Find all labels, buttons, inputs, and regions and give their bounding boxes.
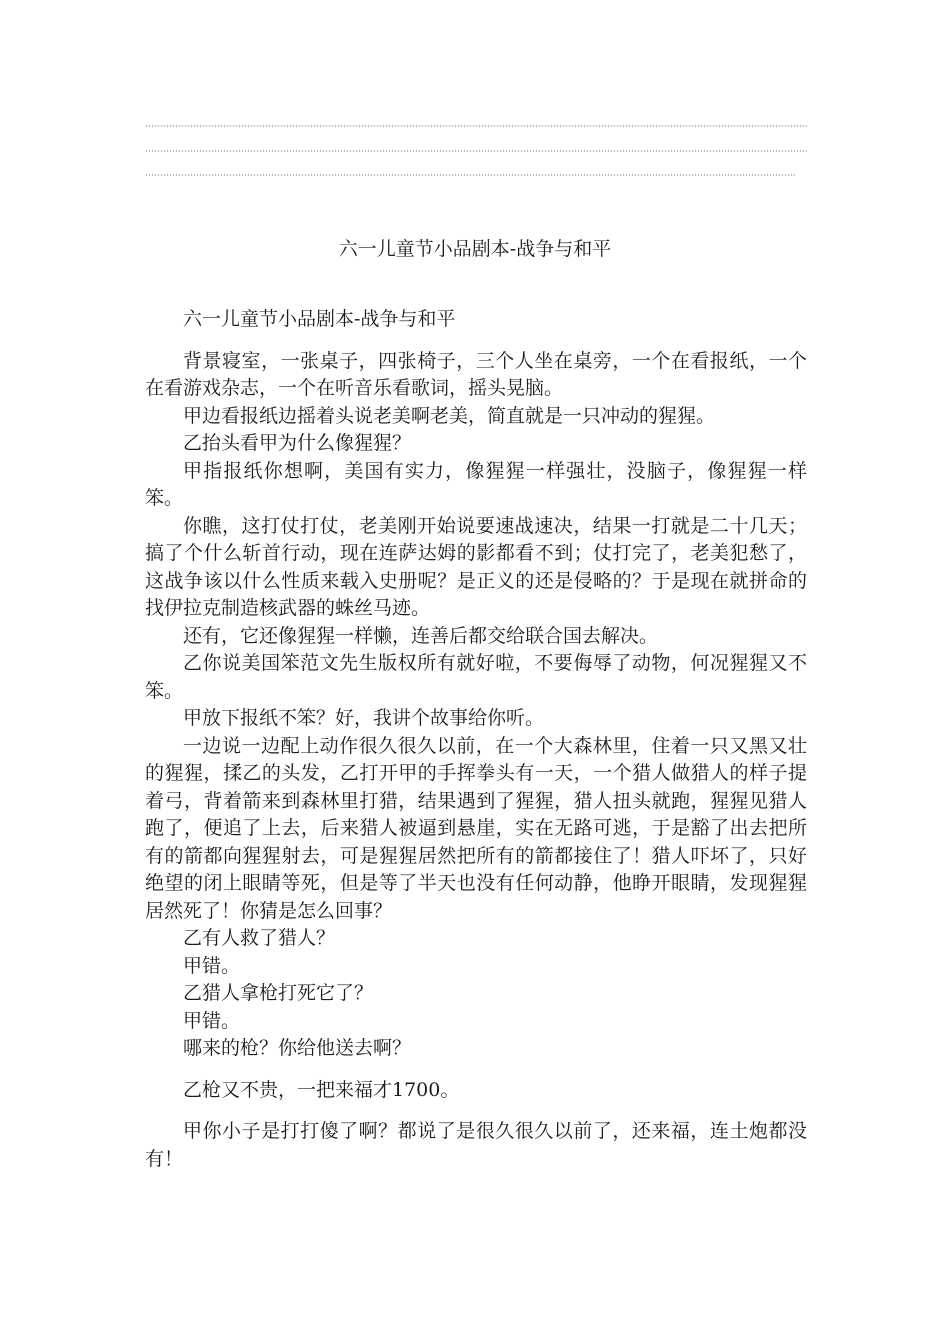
paragraph: 甲放下报纸不笨？好，我讲个故事给你听。 bbox=[183, 707, 545, 729]
paragraph: 乙你说美国笨范文先生版权所有就好啦，不要侮辱了动物，何况猩猩又不笨。 bbox=[145, 652, 807, 702]
paragraph: 甲错。 bbox=[183, 1009, 241, 1032]
paragraph: 还有，它还像猩猩一样懒，连善后都交给联合国去解决。 bbox=[183, 624, 659, 647]
paragraph: 一边说一边配上动作很久很久以前，在一个大森林里，住着一只又黑又壮的猩猩，揉乙的头发，乙打开甲的手挥拳头有一天，一个猎人做猎人的样子提着弓，背着箭来到森林里打猎，结果遇到了猩猩，猎人扭头就跑，猩猩见猎人跑了，便追了上去，后来猎人被逼到悬崖，实在无路可逃，于是豁了出去把所有的箭都向猩猩射去，可是猩猩居然把所有的箭都接住了！猎人吓坏了，只好绝望的闭上眼睛等死，但是等了半天也没有任何动静，他睁开眼睛，发现猩猩居然死了！你猜是怎么回事？ bbox=[145, 734, 807, 922]
header-dotted-rule-1 bbox=[145, 125, 807, 127]
paragraph: 甲边看报纸边摇着头说老美啊老美，简直就是一只冲动的猩猩。 bbox=[183, 404, 716, 427]
paragraph: 甲指报纸你想啊，美国有实力，像猩猩一样强壮，没脑子，像猩猩一样笨。 bbox=[145, 459, 807, 509]
header-dotted-rule-2 bbox=[145, 150, 807, 152]
paragraph: 甲你小子是打打傻了啊？都说了是很久很久以前了，还来福，连土炮都没有！ bbox=[145, 1120, 807, 1170]
document-title: 六一儿童节小品剧本-战争与和平 bbox=[338, 238, 612, 260]
paragraph: 乙猎人拿枪打死它了？ bbox=[183, 982, 374, 1004]
paragraph: 乙枪又不贵，一把来福才1700。 bbox=[183, 1078, 460, 1101]
paragraph: 你瞧，这打仗打仗，老美刚开始说要速战速决，结果一打就是二十几天；搞了个什么斩首行动，现在连萨达姆的影都看不到；仗打完了，老美犯愁了，这战争该以什么性质来载入史册呢？是正义的还是侵略的？于是现在就拼命的找伊拉克制造核武器的蛛丝马迹。 bbox=[145, 514, 807, 619]
paragraph: 乙抬头看甲为什么像猩猩？ bbox=[183, 432, 412, 454]
paragraph: 甲错。 bbox=[183, 954, 241, 977]
paragraph: 哪来的枪？你给他送去啊？ bbox=[183, 1037, 412, 1059]
document-body bbox=[145, 306, 807, 1173]
header-dotted-rule-3 bbox=[145, 174, 795, 176]
paragraph: 乙有人救了猎人？ bbox=[183, 927, 336, 949]
paragraph-heading: 六一儿童节小品剧本-战争与和平 bbox=[183, 308, 456, 330]
paragraph: 背景寝室，一张桌子，四张椅子，三个人坐在桌旁，一个在看报纸，一个在看游戏杂志，一个在听音乐看歌词，摇头晃脑。 bbox=[145, 349, 807, 399]
